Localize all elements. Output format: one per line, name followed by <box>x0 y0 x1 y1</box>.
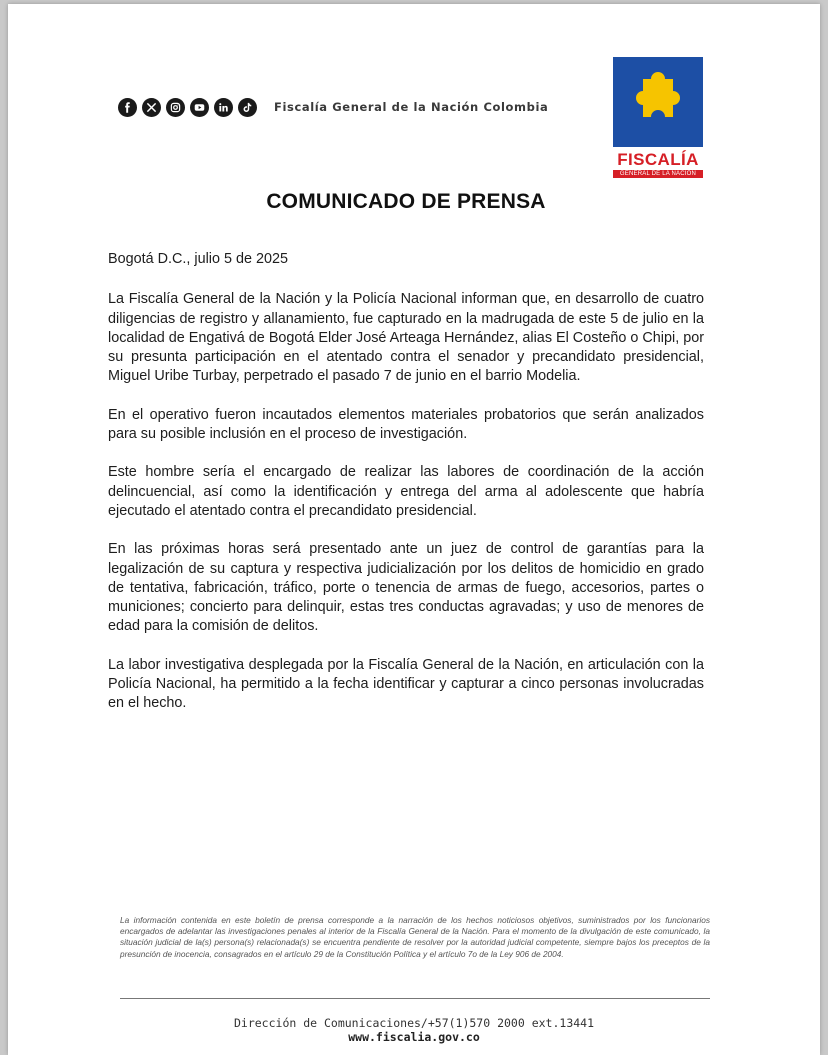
press-release-page <box>8 4 820 1055</box>
paragraph: La labor investigativa desplegada por la Fiscalía General de la Nación, en articulación con la Policía Nacional, ha permitido a la fecha identificar y capturar a cinco personas involucradas en el hecho. <box>108 656 704 712</box>
tiktok-icon[interactable] <box>238 98 257 117</box>
paragraph: La Fiscalía General de la Nación y la Policía Nacional informan que, en desarrollo de cuatro diligencias de registro y allanamiento, fue capturado en la madrugada de este 5 de julio en la localidad de Engativá de Bogotá Elder José Arteaga Hernández, alias El Costeño o Chipi, por su presunta participación en el atentado contra el senador y precandidato presidencial, Miguel Uribe Turbay, perpetrado el pasado 7 de junio en el barrio Modelia. <box>108 291 704 385</box>
instagram-icon[interactable] <box>166 98 185 117</box>
footer-contact: Dirección de Comunicaciones/+57(1)570 2000 ext.13441 <box>233 1016 595 1030</box>
x-icon[interactable] <box>142 98 161 117</box>
logo-subtitle: GENERAL DE LA NACIÓN <box>613 170 703 178</box>
footer-divider <box>120 998 710 999</box>
document-body <box>108 250 704 733</box>
youtube-icon[interactable] <box>190 98 209 117</box>
paragraph: En las próximas horas será presentado ante un juez de control de garantías para la legalización de su captura y respectiva judicialización por los delitos de homicidio en grado de tentativa, fabricación, tráfico, porte o tenencia de armas de fuego, accesorios, partes o municiones; concierto para delinquir, estas tres conductas agravadas; y uso de menores de edad para la comisión de delitos. <box>108 541 704 635</box>
fiscalia-logo <box>613 57 703 179</box>
paragraph: Este hombre sería el encargado de realizar las labores de coordinación de la acción delincuencial, así como la identificación y entrega del arma al adolescente que habría ejecutado el atentado contra el precandidato presidencial. <box>108 464 704 519</box>
document-date: Bogotá D.C., julio 5 de 2025 <box>108 251 289 267</box>
facebook-icon[interactable] <box>118 98 137 117</box>
footer <box>8 1016 820 1044</box>
paragraph: En el operativo fueron incautados elementos materiales probatorios que serán analizados para su posible inclusión en el proceso de investigación. <box>108 406 704 443</box>
puzzle-logo-icon <box>613 57 703 147</box>
logo-title: FISCALÍA <box>617 150 699 169</box>
footer-website-link[interactable]: www.fiscalia.gov.co <box>348 1030 480 1044</box>
social-links-bar <box>118 97 548 117</box>
linkedin-icon[interactable] <box>214 98 233 117</box>
document-title: COMUNICADO DE PRENSA <box>266 190 546 213</box>
legal-disclaimer: La información contenida en este boletín de prensa corresponde a la narración de los hechos noticiosos objetivos, suministrados por los funcionarios encargados de adelantar las investigaciones penales al interior de la Fiscalía General de la Nación. Para el momento de la divulgación de este comunicado, la situación judicial de la(s) persona(s) relacionada(s) se encuentra pendiente de resolver por la autoridad judicial competente, siempre bajos los preceptos de la presunción de inocencia, consagrados en el artículo 29 de la Constitución Política y el artículo 7o de la Ley 906 de 2004. <box>120 915 710 959</box>
organization-name: Fiscalía General de la Nación Colombia <box>274 100 549 114</box>
